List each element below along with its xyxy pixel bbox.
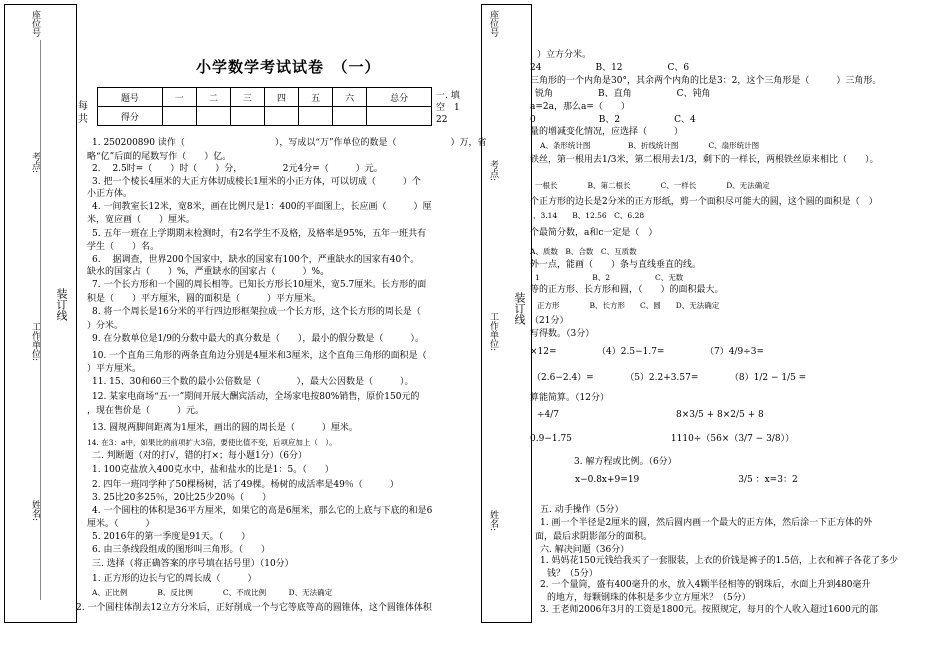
question-line: 米，宽应画（ ）厘米。: [87, 215, 196, 225]
left-exam-site-label: 考点:: [30, 152, 40, 174]
question-line: ）平方厘米。: [87, 364, 142, 374]
score-header-cell: 五: [299, 88, 333, 107]
question-line: 13. 圆规两脚间距离为1厘米，画出的圆的周长是（ ）厘米。: [92, 423, 358, 433]
question-line: 锐角 B、直角 C、钝角: [535, 89, 711, 99]
question-line: （21分）: [530, 316, 569, 326]
left-strip-rule: [40, 40, 41, 600]
side-note: 每 共: [78, 101, 88, 125]
question-line: 5. 2016年的第一季度是91天。（ ）: [92, 532, 251, 542]
score-header-cell: 四: [264, 88, 298, 107]
question-line: 略“亿”后面的尾数写作（ ）亿。: [87, 152, 232, 162]
question-line: 2. 一个圆柱体削去12立方分米后，正好削成一个与它等底等高的圆锥体，这个圆锥体体积: [76, 603, 432, 613]
score-header-cell: 二: [196, 88, 230, 107]
question-line: 1. 正方形的边长与它的周长成（ ）: [92, 574, 257, 584]
question-line: 个正方形的边长是2分米的正方形纸，剪一个面积尽可能大的圆，这个圆的面积是（ ）: [530, 197, 878, 207]
score-header-cell: 题号: [98, 88, 163, 107]
question-line: 面，最后求阴影部分的面积。: [535, 532, 653, 542]
score-cell[interactable]: [162, 107, 196, 126]
score-header-cell: 一: [162, 88, 196, 107]
question-line: 写得数。（3分）: [530, 329, 595, 339]
question-line: 24 B、12 C、6: [530, 63, 690, 73]
right-name-label: 姓名:: [488, 510, 498, 532]
question-line: ）立方分米。: [537, 50, 592, 60]
question-line: 五. 动手操作（5分）: [540, 505, 624, 515]
right-seat-label: 座位号: [488, 10, 498, 37]
score-header-cell: 总分: [367, 88, 432, 107]
score-cell[interactable]: [299, 107, 333, 126]
question-line: 个最简分数，a和c一定是（ ）: [530, 228, 658, 238]
question-line: 一根长 B、第二根长 C、一样长 D、无法确定: [535, 181, 770, 190]
score-cell[interactable]: [196, 107, 230, 126]
question-line: 量的增减变化情况，应选择（ ）: [530, 127, 684, 137]
question-line: A、条形统计图 B、折线统计图 C、扇形统计图: [540, 141, 760, 150]
question-line: a=2a，那么a=（ ）: [530, 102, 630, 112]
question-line: 0 B、2 C、4: [530, 115, 696, 125]
question-line: 0.9−1.75 1110÷（56×（3/7 − 3/8））: [530, 434, 795, 444]
question-line: 1. 画一个半径是2厘米的圆，然后圆内画一个最大的正方体，然后涂一下正方体的外: [540, 518, 873, 528]
question-line: 4. 一个圆柱的体积是36平方厘米，如果它的高是6厘米，那么它的上底与下底的和是6: [92, 506, 433, 516]
left-name-label: 姓名:: [30, 500, 40, 522]
question-line: 3. 把一个棱长4厘米的大正方体切成棱长1厘米的小正方体，可以切成（ ）个: [92, 177, 421, 187]
page-title: 小学数学考试试卷 （一）: [196, 58, 381, 76]
question-line: 二. 判断题（对的打√，错的打×；每小题1分）（6分）: [92, 451, 307, 461]
question-line: 6. 据调查，世界200个国家中，缺水的国家有100个，严重缺水的国家有40个。: [92, 255, 420, 265]
question-line: 11. 15、30和60三个数的最小公倍数是（ ），最大公因数是（ ）。: [92, 377, 414, 387]
question-line: 、3.14 B、12.56 C、6.28: [533, 211, 645, 220]
question-line: ÷4/7 8×3/5 + 8×2/5 + 8: [537, 410, 764, 420]
fill-blank-label: 一. 填 空 1 22: [436, 91, 460, 125]
question-line: 学生（ ）名。: [87, 242, 160, 252]
score-cell[interactable]: [333, 107, 367, 126]
question-line: 算能简算。（12分）: [530, 393, 609, 403]
score-table-row: [98, 107, 432, 126]
score-cell[interactable]: [264, 107, 298, 126]
question-line: 3. 解方程或比例。（6分）: [574, 457, 677, 467]
question-line: 的地方，每颗钢珠的体积是多少立方厘米？（5分）: [547, 593, 751, 603]
question-line: 14. 在3：a中，如果比的前项扩大3倍，要使比值不变，后项应加上（ ）。: [87, 438, 337, 447]
left-seat-label: 座位号: [30, 10, 40, 37]
question-line: 2. 一个量筒，盛有400毫升的水，放入4颗半径相等的钢珠后，水面上升到480毫升: [540, 580, 871, 590]
question-line: 等的正方形、长方形和圆，（ ）的面积最大。: [530, 285, 724, 295]
right-binding-label: 装订线: [513, 292, 526, 325]
question-line: 小正方体。: [87, 189, 133, 199]
question-line: 三. 选择（将正确答案的序号填在括号里）（10分）: [92, 559, 294, 569]
question-line: ×12= （4）2.5−1.7= （7）4/9÷3=: [530, 347, 764, 357]
question-line: 1. 250200890 读作（ ），写成以“万”作单位的数是（ ）万，省: [92, 138, 487, 148]
left-work-unit-label: 工作单位:: [30, 322, 40, 362]
question-line: 12. 某家电商场“五·一”期间开展大酬宾活动，全场家电按80%销售，原价150元的: [92, 392, 420, 402]
question-line: 六. 解决问题（36分）: [540, 545, 630, 555]
question-line: 1. 100克盐放入400克水中，盐和盐水的比是1：5。（ ）: [92, 465, 334, 475]
question-line: ，现在售价是（ ）元。: [87, 406, 205, 416]
question-line: 2. 2.5时=（ ）时（ ）分， 2元4分=（ ）元。: [92, 164, 383, 174]
question-line: 6. 由三条线段组成的图形叫三角形。（ ）: [92, 545, 270, 555]
question-line: 3. 王老师2006年3月的工资是1800元。按照规定，每月的个人收入超过1600元的部: [540, 605, 878, 615]
question-line: 积是（ ）平方厘米，圆的面积是（ ）平方厘米。: [87, 294, 322, 304]
score-row-label: 得分: [98, 107, 163, 126]
question-line: 铁丝，第一根用去1/3米，第二根用去1/3，剩下的一样长，两根铁丝原来相比（ ）。: [530, 155, 879, 165]
question-line: （2.6−2.4）= （5）2.2+3.57= （8）1/2 − 1/5 =: [532, 373, 807, 383]
score-header-cell: 六: [333, 88, 367, 107]
question-line: 缺水的国家占（ ）%，严重缺水的国家占（ ）%。: [87, 267, 330, 277]
question-line: 钱？（5分）: [547, 569, 598, 579]
question-line: 正方形 B、长方形 C、圆 D、无法确定: [537, 301, 720, 310]
right-work-unit-label: 工作单位:: [488, 312, 498, 352]
score-cell[interactable]: [367, 107, 432, 126]
question-line: 10. 一个直角三角形的两条直角边分别是4厘米和3厘米，这个直角三角形的面积是（: [92, 351, 427, 361]
question-line: 3. 25比20多25％，20比25少20％（ ）: [92, 493, 272, 503]
question-line: 5. 五年一班在上学期期末检测时，有2名学生不及格，及格率是95%，五年一班共有: [92, 229, 427, 239]
question-line: 1 B、2 C、无数: [535, 273, 684, 282]
question-line: 8. 将一个周长是16分米的平行四边形框架拉成一个长方形，这个长方形的周长是（: [92, 307, 421, 317]
score-header-cell: 三: [230, 88, 264, 107]
question-line: 三角形的一个内角是30°，其余两个内角的比是3：2，这个三角形是（ ）三角形。: [530, 76, 882, 86]
question-line: 外一点，能画（ ）条与直线垂直的线。: [530, 260, 702, 270]
question-line: 厘米。（ ）: [87, 519, 155, 529]
score-cell[interactable]: [230, 107, 264, 126]
right-exam-site-label: 考点:: [488, 160, 498, 182]
left-binding-label: 装订线: [55, 288, 68, 321]
question-line: 7. 一个长方形和一个圆的周长相等。已知长方形长10厘米，宽5.7厘米。长方形的面: [92, 280, 427, 290]
question-line: 2. 四年一班同学种了50棵杨树，活了49棵。杨树的成活率是49％（ ）: [92, 480, 399, 490]
question-line: 4. 一间教室长12米，宽8米，画在比例尺是1：400的平面图上，长应画（ ）厘: [92, 202, 432, 212]
question-line: x−0.8x+9=19 3/5 ：x=3：2: [575, 475, 798, 485]
question-line: A、正比例 B、反比例 C、不成比例 D、无法确定: [92, 588, 333, 597]
question-line: 9. 在分数单位是1/9的分数中最大的真分数是（ ），最小的假分数是（ ）。: [92, 334, 424, 344]
score-table-header: [98, 88, 432, 107]
question-line: A、质数 B、合数 C、互质数: [530, 247, 637, 256]
question-line: ）分米。: [87, 321, 124, 331]
question-line: 1. 妈妈花150元钱给我买了一套服装，上衣的价钱是裤子的1.5倍，上衣和裤子各花了多少: [540, 556, 898, 566]
score-table: [97, 87, 432, 126]
